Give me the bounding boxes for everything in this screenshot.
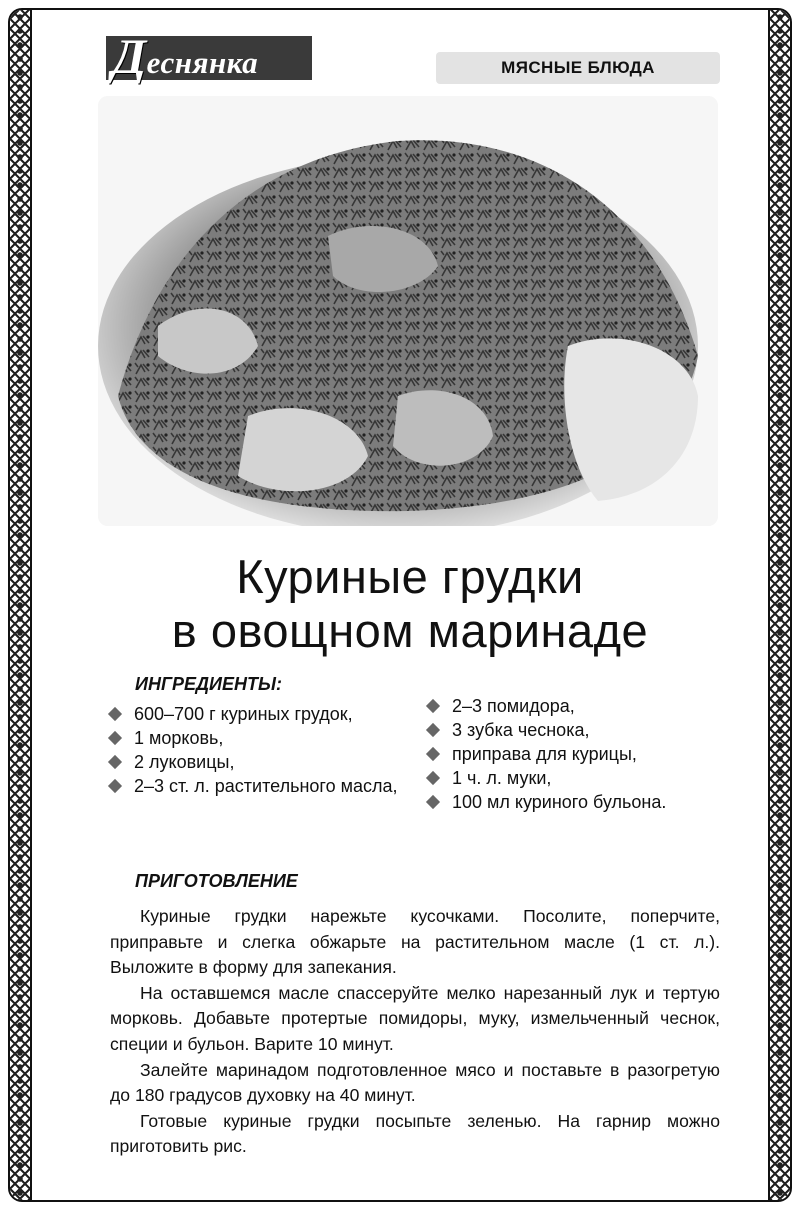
list-item — [110, 774, 410, 798]
recipe-page — [8, 8, 792, 1202]
diamond-bullet-icon — [108, 779, 122, 793]
ingredient-text: приправа для курицы, — [452, 744, 637, 764]
preparation-paragraph: Залейте маринадом подготовленное мясо и поставьте в разогретую до 180 градусов духовку на 40 минут. — [110, 1059, 720, 1106]
preparation-heading: ПРИГОТОВЛЕНИЕ — [135, 871, 298, 891]
preparation-paragraph: Куриные грудки нарежьте кусочками. Посолите, поперчите, приправьте и слегка обжарьте на растительном масле (1 ст. л.). Выложите в форму для запекания. — [110, 906, 720, 978]
ingredients-list-right — [428, 694, 728, 814]
diamond-bullet-icon — [426, 795, 440, 809]
list-item — [110, 750, 410, 774]
ingredient-text: 2–3 помидора, — [452, 696, 575, 716]
recipe-title — [50, 550, 770, 658]
diamond-bullet-icon — [426, 771, 440, 785]
ingredients-heading: ИНГРЕДИЕНТЫ: — [135, 674, 282, 694]
diamond-bullet-icon — [426, 723, 440, 737]
preparation-text — [110, 904, 720, 1160]
diamond-bullet-icon — [108, 731, 122, 745]
logo-initial: Д — [112, 28, 147, 84]
ingredient-text: 2 луковицы, — [134, 752, 235, 772]
logo-text: еснянка — [146, 45, 259, 80]
ingredient-text: 1 морковь, — [134, 728, 224, 748]
right-ornament-band — [768, 10, 790, 1200]
recipe-title-line: Куриные грудки — [236, 550, 584, 603]
ingredient-text: 600–700 г куриных грудок, — [134, 704, 353, 724]
ingredient-text: 100 мл куриного бульона. — [452, 792, 667, 812]
left-ornament-band — [10, 10, 32, 1200]
section-label: МЯСНЫЕ БЛЮДА — [436, 52, 720, 84]
ingredients-list-left — [110, 702, 410, 798]
list-item — [428, 790, 728, 814]
preparation-paragraph: Готовые куриные грудки посыпьте зеленью. На гарнир можно приготовить рис. — [110, 1110, 720, 1157]
list-item — [110, 726, 410, 750]
list-item — [110, 702, 410, 726]
dish-photo-illustration — [98, 96, 718, 526]
ingredient-text: 3 зубка чеснока, — [452, 720, 590, 740]
diamond-bullet-icon — [426, 747, 440, 761]
chicken-vegetable-dish-photo — [98, 96, 718, 526]
list-item — [428, 766, 728, 790]
diamond-bullet-icon — [108, 755, 122, 769]
preparation-paragraph: На оставшемся масле спассеруйте мелко нарезанный лук и тертую морковь. Добавьте протертые помидоры, муку, измельченный чеснок, специи и бульон. Варите 10 минут. — [110, 982, 720, 1054]
recipe-title-line: в овощном маринаде — [171, 604, 649, 657]
ingredient-text: 2–3 ст. л. растительного масла, — [134, 776, 398, 796]
magazine-logo — [106, 28, 312, 84]
ingredient-text: 1 ч. л. муки, — [452, 768, 552, 788]
diamond-bullet-icon — [426, 699, 440, 713]
list-item — [428, 742, 728, 766]
page-header — [106, 28, 720, 88]
list-item — [428, 694, 728, 718]
diamond-bullet-icon — [108, 707, 122, 721]
list-item — [428, 718, 728, 742]
